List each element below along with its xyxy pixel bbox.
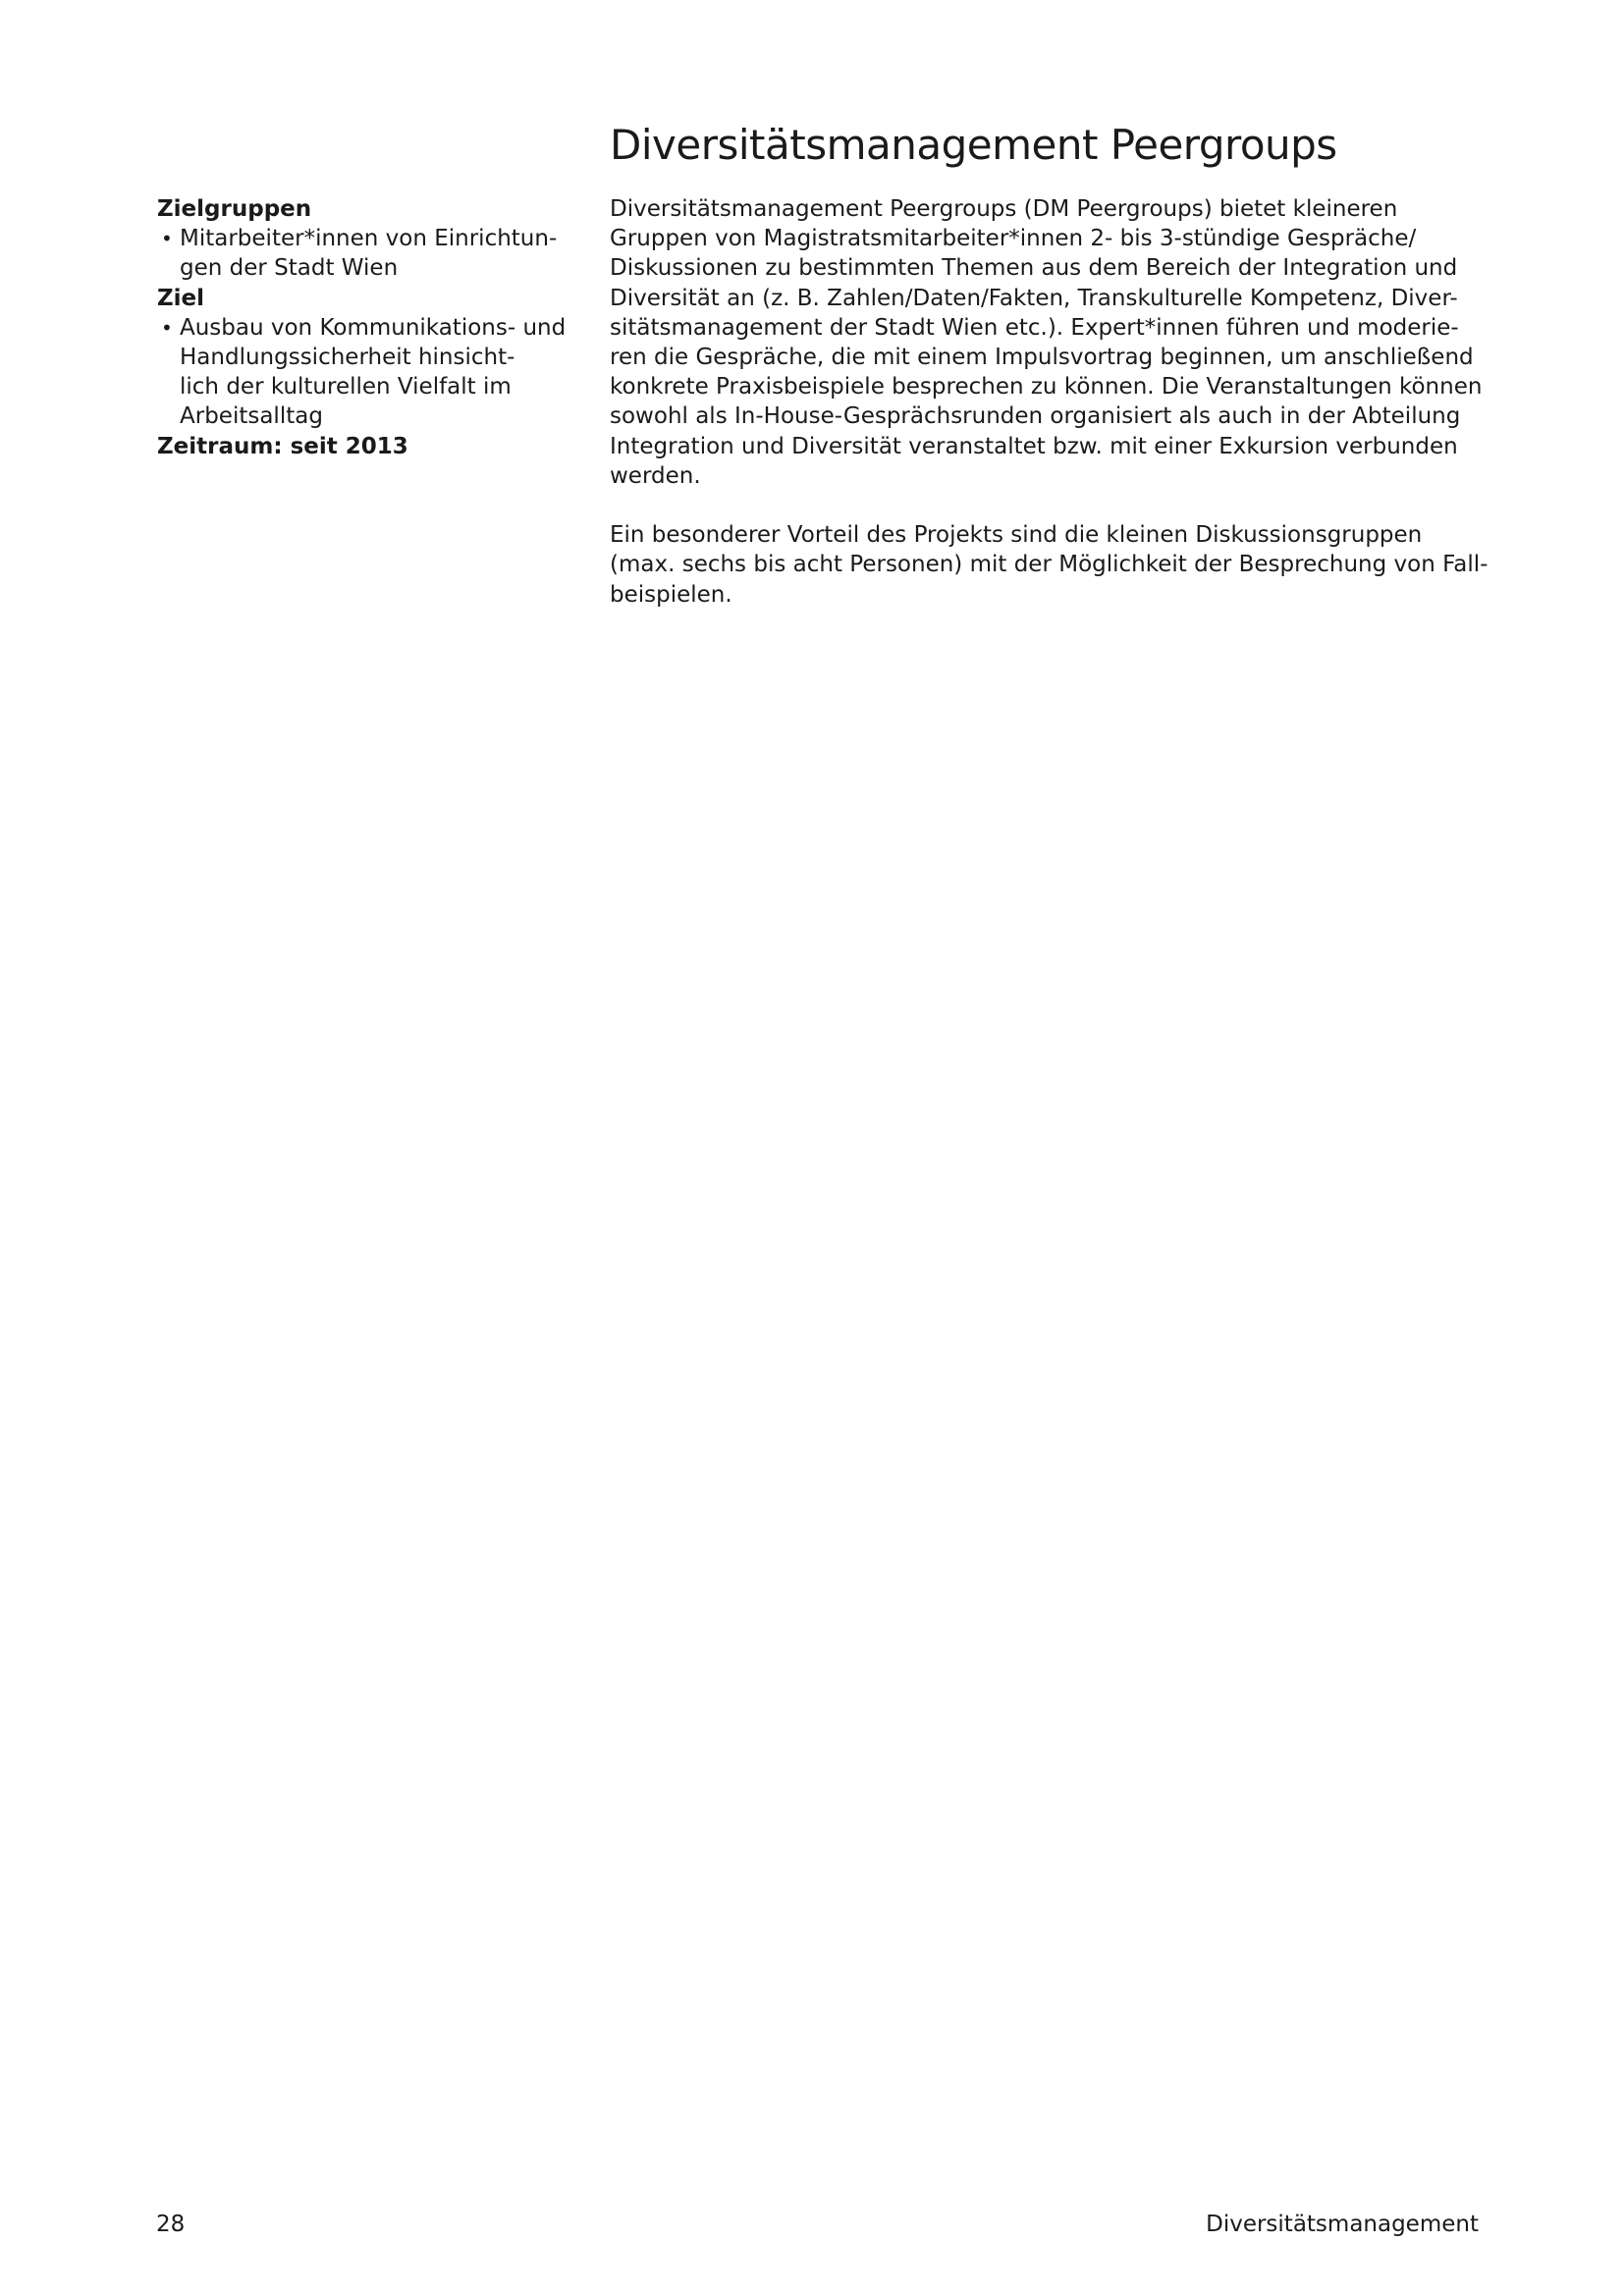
target-groups-heading: Zielgruppen bbox=[157, 196, 312, 222]
paragraph-line: werden. bbox=[610, 462, 701, 489]
paragraph-line: sowohl als In-House-Gesprächsrunden organisiert als auch in der Abteilung bbox=[610, 403, 1461, 430]
paragraph-line: Diversität an (z. B. Zahlen/Daten/Fakten, Transkulturelle Kompetenz, Diver- bbox=[610, 285, 1458, 311]
body-text bbox=[610, 194, 1493, 639]
paragraph-1 bbox=[610, 194, 1493, 491]
goal-item-line: Handlungssicherheit hinsicht- bbox=[180, 345, 515, 371]
paragraph-line: Integration und Diversität veranstaltet bzw. mit einer Exkursion verbunden bbox=[610, 433, 1458, 459]
goal-heading: Ziel bbox=[157, 285, 205, 311]
goal-item-line: lich der kulturellen Vielfalt im bbox=[180, 374, 512, 400]
goal-item bbox=[157, 313, 579, 432]
paragraph-line: (max. sechs bis acht Personen) mit der Möglichkeit der Besprechung von Fall- bbox=[610, 552, 1489, 578]
period-label: Zeitraum: seit 2013 bbox=[157, 433, 408, 459]
paragraph-line: konkrete Praxisbeispiele besprechen zu können. Die Veranstaltungen können bbox=[610, 374, 1483, 400]
goal-item-line: Ausbau von Kommunikations- und bbox=[180, 314, 567, 341]
paragraph-line: sitätsmanagement der Stadt Wien etc.). Expert*innen führen und moderie- bbox=[610, 314, 1459, 341]
paragraph-line: beispielen. bbox=[610, 581, 732, 608]
goal-item-line: Arbeitsalltag bbox=[180, 403, 323, 430]
paragraph-line: Diversitätsmanagement Peergroups (DM Peergroups) bietet kleineren bbox=[610, 196, 1398, 222]
sidebar-facts bbox=[157, 194, 579, 461]
page-title: Diversitätsmanagement Peergroups bbox=[610, 121, 1337, 169]
footer-section-title: Diversitätsmanagement bbox=[1206, 2212, 1479, 2237]
target-groups-item-line: Mitarbeiter*innen von Einrichtun- bbox=[180, 226, 558, 252]
paragraph-line: Diskussionen zu bestimmten Themen aus dem Bereich der Integration und bbox=[610, 255, 1458, 282]
target-groups-item bbox=[157, 224, 579, 283]
paragraph-line: Gruppen von Magistratsmitarbeiter*innen 2- bis 3-stündige Gespräche/ bbox=[610, 226, 1417, 252]
bullet-icon: • bbox=[161, 227, 173, 251]
paragraph-line: ren die Gespräche, die mit einem Impulsvortrag beginnen, um anschließend bbox=[610, 345, 1474, 371]
paragraph-line: Ein besonderer Vorteil des Projekts sind die kleinen Diskussionsgruppen bbox=[610, 522, 1423, 549]
page-number: 28 bbox=[156, 2212, 186, 2237]
goal-list bbox=[157, 313, 579, 432]
target-groups-list bbox=[157, 224, 579, 283]
bullet-icon: • bbox=[161, 315, 173, 340]
paragraph-2 bbox=[610, 520, 1493, 610]
target-groups-item-line: gen der Stadt Wien bbox=[180, 255, 399, 282]
